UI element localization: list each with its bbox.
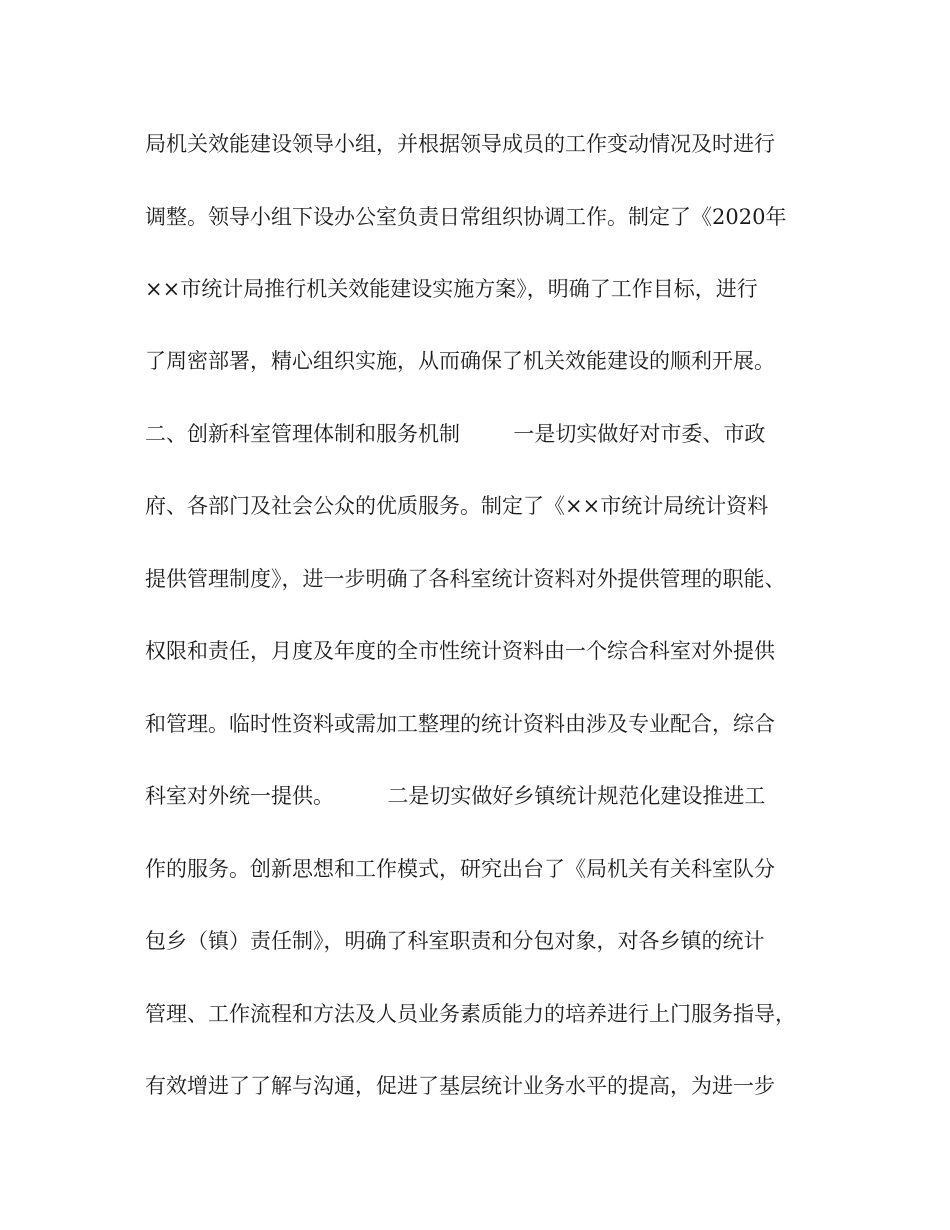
text-line: 管理、工作流程和方法及人员业务素质能力的培养进行上门服务指导，	[145, 1002, 796, 1026]
text-line: 了周密部署，精心组织实施，从而确保了机关效能建设的顺利开展。	[145, 349, 775, 373]
text-line: 作的服务。创新思想和工作模式，研究出台了《局机关有关科室队分	[145, 857, 775, 881]
text-line: 府、各部门及社会公众的优质服务。制定了《××市统计局统计资料	[145, 494, 769, 518]
text-line: 提供管理制度》，进一步明确了各科室统计资料对外提供管理的职能、	[145, 567, 786, 591]
text-line: ××市统计局推行机关效能建设实施方案》，明确了工作目标，进行	[145, 277, 758, 301]
section-heading-line: 二、创新科室管理体制和服务机制 一是切实做好对市委、市政	[145, 422, 766, 446]
text-line: 局机关效能建设领导小组，并根据领导成员的工作变动情况及时进行	[145, 132, 775, 156]
text-line: 有效增进了了解与沟通，促进了基层统计业务水平的提高，为进一步	[145, 1074, 775, 1098]
text-line: 和管理。临时性资料或需加工整理的统计资料由涉及专业配合，综合	[145, 712, 775, 736]
text-line: 科室对外统一提供。 二是切实做好乡镇统计规范化建设推进工	[145, 784, 766, 808]
text-line: 权限和责任，月度及年度的全市性统计资料由一个综合科室对外提供	[145, 639, 775, 663]
text-line: 包乡（镇）责任制》，明确了科室职责和分包对象，对各乡镇的统计	[145, 929, 765, 953]
text-line: 调整。领导小组下设办公室负责日常组织协调工作。制定了《2020年	[145, 205, 787, 229]
